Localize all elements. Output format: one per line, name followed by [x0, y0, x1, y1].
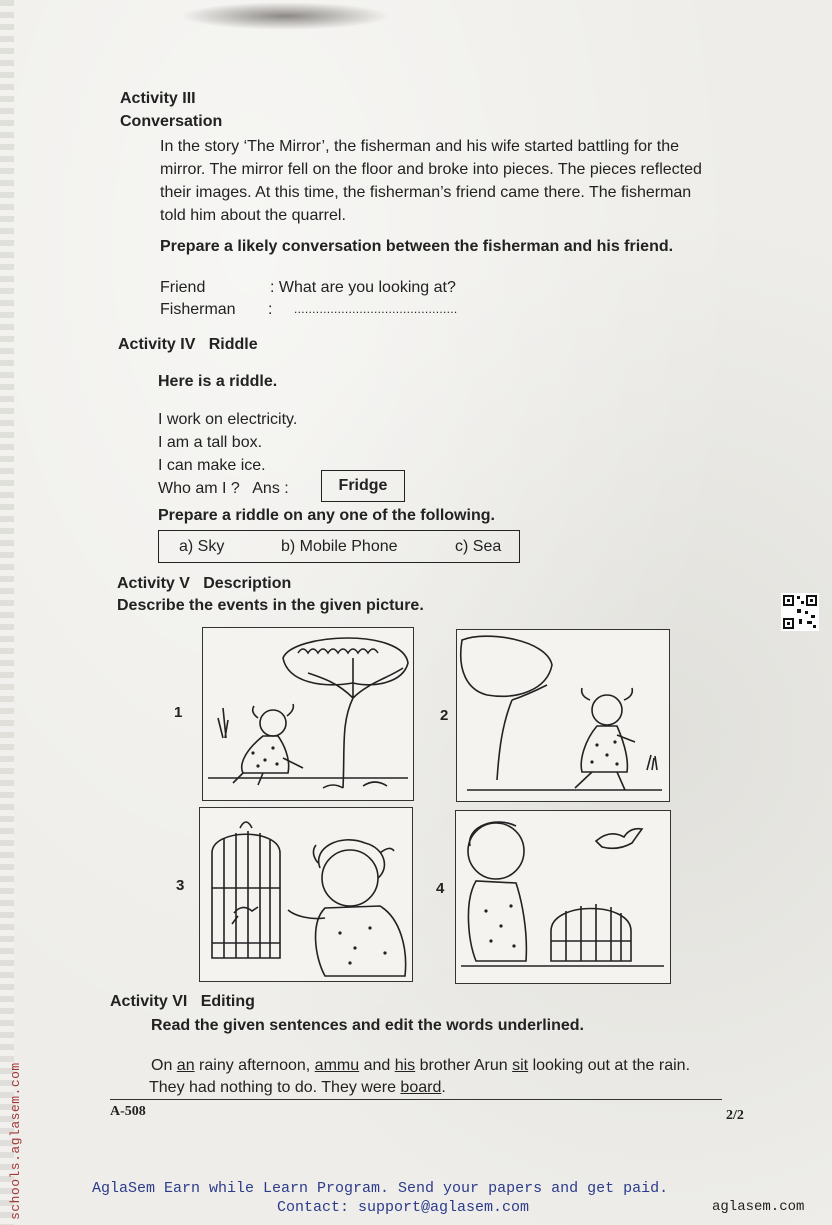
option-sea: c) Sea [455, 538, 502, 555]
friend-label: Friend [160, 279, 206, 296]
panel-number-3: 3 [176, 877, 185, 894]
activity4-intro: Here is a riddle. [158, 373, 278, 390]
picture-panel-4 [455, 810, 671, 984]
activity3-instruction: Prepare a likely conversation between the fisherman and his friend. [160, 238, 674, 255]
riddle-line: I can make ice. [158, 457, 266, 474]
girl-walking-illustration [457, 630, 669, 801]
riddle-answer-box: Fridge [321, 470, 405, 502]
panel-number-2: 2 [440, 707, 449, 724]
bird-flying-away-illustration [456, 811, 670, 983]
page-number: 2/2 [726, 1108, 744, 1123]
option-mobile-phone: b) Mobile Phone [281, 538, 398, 555]
activity3-title: Activity III [120, 90, 196, 107]
editing-line-2: They had nothing to do. They were board. [149, 1079, 446, 1096]
paragraph-line: told him about the quarrel. [160, 207, 346, 224]
activity6-title: Activity VI Editing [110, 993, 255, 1010]
picture-panel-3 [199, 807, 413, 982]
fisherman-label: Fisherman [160, 301, 236, 318]
girl-with-caged-bird-illustration [200, 808, 412, 981]
underlined-word: sit [512, 1057, 529, 1074]
fisherman-line: : [268, 301, 273, 318]
promo-text: AglaSem Earn while Learn Program. Send your papers and get paid. [92, 1180, 669, 1197]
paragraph-line: mirror. The mirror fell on the floor and broke into pieces. The pieces reflected [160, 161, 702, 178]
qr-code-icon [781, 593, 819, 631]
picture-panel-2 [456, 629, 670, 802]
activity5-instruction: Describe the events in the given picture. [117, 597, 424, 614]
paper-code: A-508 [110, 1104, 146, 1119]
activity6-instruction: Read the given sentences and edit the words underlined. [151, 1017, 584, 1034]
activity3-subtitle: Conversation [120, 113, 223, 130]
riddle-line: I work on electricity. [158, 411, 298, 428]
footer-divider [110, 1099, 722, 1100]
underlined-word: ammu [314, 1057, 360, 1074]
activity4-instruction: Prepare a riddle on any one of the following. [158, 507, 495, 524]
contact-text: Contact: support@aglasem.com [277, 1199, 530, 1216]
panel-number-4: 4 [436, 880, 445, 897]
underlined-word: board [400, 1079, 442, 1096]
activity3-paragraph [160, 135, 780, 227]
side-watermark: schools.aglasem.com [8, 1062, 23, 1220]
option-sky: a) Sky [179, 538, 225, 555]
paragraph-line: their images. At this time, the fisherman’s friend came there. The fisherman [160, 184, 692, 201]
editing-line-1: On an rainy afternoon, ammu and his brother Arun sit looking out at the rain. [151, 1057, 691, 1074]
riddle-lines [158, 408, 297, 477]
answer-blank: ............................................. [294, 302, 458, 316]
friend-line: : What are you looking at? [270, 279, 456, 296]
riddle-options-box [158, 530, 520, 563]
girl-under-tree-illustration [203, 628, 413, 800]
site-text: aglasem.com [712, 1199, 805, 1215]
scan-smudge [180, 2, 390, 30]
underlined-word: his [394, 1057, 416, 1074]
panel-number-1: 1 [174, 704, 183, 721]
riddle-question: Who am I ? Ans : [158, 480, 289, 497]
activity5-title: Activity V Description [117, 575, 292, 592]
picture-panel-1 [202, 627, 414, 801]
activity4-title: Activity IV Riddle [118, 336, 258, 353]
paragraph-line: In the story ‘The Mirror’, the fisherman and his wife started battling for the [160, 138, 680, 155]
riddle-line: I am a tall box. [158, 434, 263, 451]
underlined-word: an [176, 1057, 195, 1074]
